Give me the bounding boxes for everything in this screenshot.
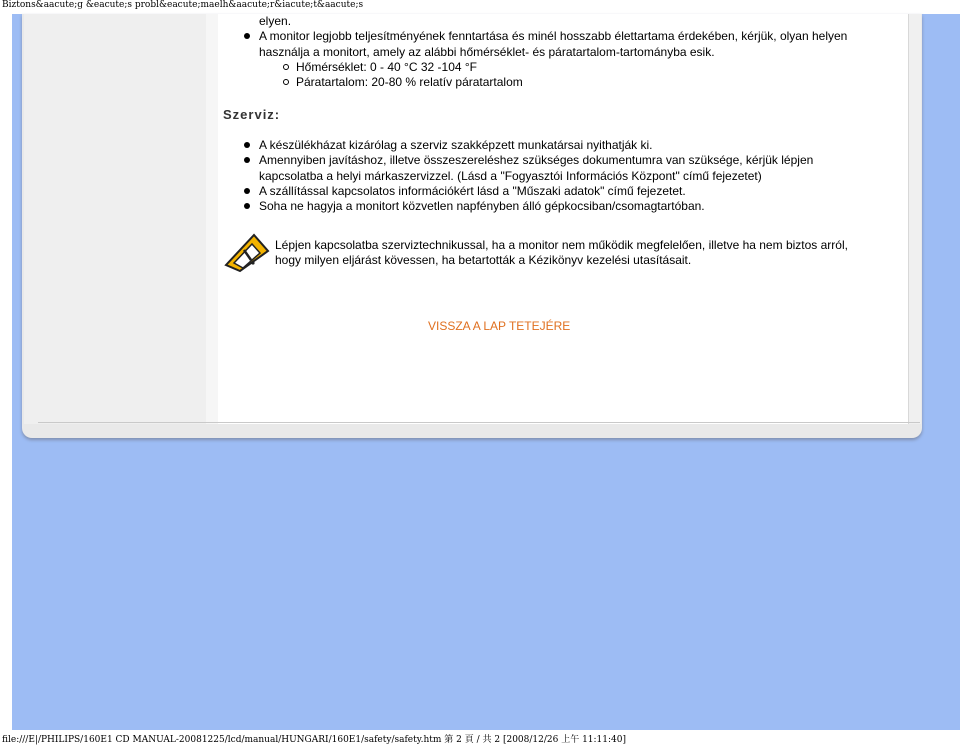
service-heading: Szerviz: <box>223 107 281 122</box>
continuation-text: elyen. <box>259 14 292 28</box>
service-item-4: Soha ne hagyja a monitort közvetlen napfényben álló gépkocsiban/csomagtartóban. <box>259 199 705 213</box>
warning-text-line1: Lépjen kapcsolatba szerviztechnikussal, ha a monitor nem működik megfelelően, illetve ha nem biztos arról, <box>275 238 848 252</box>
right-panel <box>766 14 908 424</box>
left-sidebar <box>24 14 206 424</box>
frame-divider <box>38 422 920 423</box>
caution-book-icon <box>224 233 270 273</box>
bullet-icon <box>244 142 250 148</box>
bullet-icon <box>244 157 250 163</box>
warning-text-line2: hogy milyen eljárást kövessen, ha betartották a Kézikönyv kezelési utasításait. <box>275 253 692 267</box>
service-item-2-line2: kapcsolatba a helyi márkaszervizzel. (Lásd a "Fogyasztói Információs Központ" című fejezetet) <box>259 169 762 183</box>
right-edge <box>908 14 921 424</box>
bullet-icon <box>244 203 250 209</box>
service-item-2-line1: Amennyiben javításhoz, illetve összeszereléshez szükséges dokumentumra van szüksége, kérjük lépjen <box>259 153 814 167</box>
bullet-icon <box>244 188 250 194</box>
bullet-icon <box>244 33 250 39</box>
window-title: Biztons&aacute;g &eacute;s probl&eacute;maelh&aacute;r&iacute;t&aacute;s <box>2 0 364 10</box>
content-left-strip <box>206 14 218 424</box>
humidity-range: Páratartalom: 20-80 % relatív páratartalom <box>296 75 523 89</box>
service-item-3: A szállítással kapcsolatos információkért lásd a "Műszaki adatok" című fejezetet. <box>259 184 686 198</box>
ring-bullet-icon <box>283 64 289 70</box>
environment-bullet-line2: használja a monitort, amely az alábbi hőmérséklet- és páratartalom-tartományba esik. <box>259 45 715 59</box>
temperature-range: Hőmérséklet: 0 - 40 °C 32 -104 °F <box>296 60 478 74</box>
footer-url: file:///E|/PHILIPS/160E1 CD MANUAL-20081225/lcd/manual/HUNGARI/160E1/safety/safety.htm 第 2 頁 / 共 2 [2008/12/26 上午 11:11:40] <box>2 735 626 745</box>
ring-bullet-icon <box>283 79 289 85</box>
environment-bullet-line1: A monitor legjobb teljesítményének fenntartása és minél hosszabb élettartama érdekében, kérjük, olyan helyen <box>259 29 848 43</box>
back-to-top-link[interactable]: VISSZA A LAP TETEJÉRE <box>428 319 571 333</box>
service-item-1: A készülékházat kizárólag a szerviz szakképzett munkatársai nyithatják ki. <box>259 138 653 152</box>
